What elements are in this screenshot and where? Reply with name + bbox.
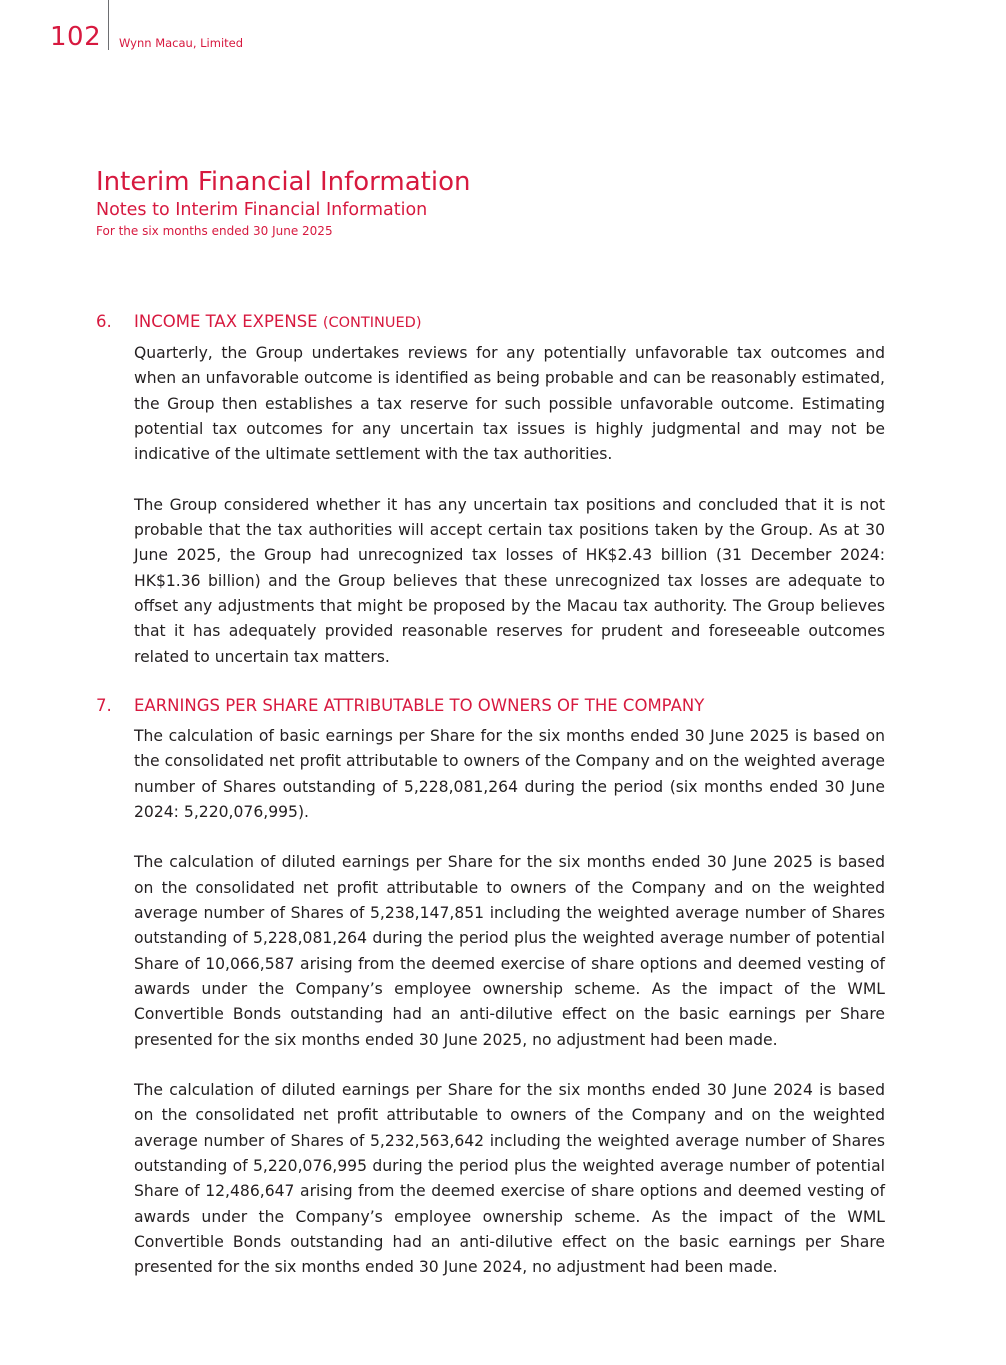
- section-title: [134, 311, 421, 334]
- paragraph: The calculation of diluted earnings per Share for the six months ended 30 June 2025 is based on the consolidated net profit attributable to owners of the Company and on the weighted average number of Shares of 5,238,147,851 including the weighted average number of Shares outstanding of 5,228,081,264 during the period plus the weighted average number of potential Share of 10,066,587 arising from the deemed exercise of share options and deemed vesting of awards under the Company’s employee ownership scheme. As the impact of the WML Convertible Bonds outstanding had an anti-dilutive effect on the basic earnings per Share presented for the six months ended 30 June 2025, no adjustment had been made.: [134, 853, 885, 1049]
- page-title: Interim Financial Information: [96, 167, 471, 197]
- page-number: 102: [50, 22, 102, 52]
- section-title-text: INCOME TAX EXPENSE: [134, 312, 318, 331]
- paragraph: The calculation of basic earnings per Share for the six months ended 30 June 2025 is based on the consolidated net profit attributable to owners of the Company and on the weighted average number of Shares outstanding of 5,228,081,264 during the period (six months ended 30 June 2024: 5,220,076,995).: [134, 727, 885, 821]
- paragraph: The calculation of diluted earnings per Share for the six months ended 30 June 2024 is based on the consolidated net profit attributable to owners of the Company and on the weighted average number of Shares of 5,232,563,642 including the weighted average number of Shares outstanding of 5,220,076,995 during the period plus the weighted average number of potential Share of 12,486,647 arising from the deemed exercise of share options and deemed vesting of awards under the Company’s employee ownership scheme. As the impact of the WML Convertible Bonds outstanding had an anti-dilutive effect on the basic earnings per Share presented for the six months ended 30 June 2024, no adjustment had been made.: [134, 1081, 885, 1277]
- section-earnings-per-share: [96, 695, 886, 1306]
- paragraph: Quarterly, the Group undertakes reviews for any potentially unfavorable tax outcomes and when an unfavorable outcome is identified as being probable and can be reasonably estimated, the Group then establishes a tax reserve for such possible unfavorable outcome. Estimating potential tax outcomes for any uncertain tax issues is highly judgmental and may not be indicative of the ultimate settlement with the tax authorities.: [134, 344, 885, 464]
- title-block: [96, 166, 470, 240]
- page-subtitle: Notes to Interim Financial Information: [96, 200, 428, 220]
- section-number: 7.: [96, 696, 112, 715]
- section-title-text: EARNINGS PER SHARE ATTRIBUTABLE TO OWNERS OF THE COMPANY: [134, 696, 705, 715]
- section-income-tax-expense: [96, 311, 886, 695]
- company-name: Wynn Macau, Limited: [119, 36, 244, 50]
- paragraph: The Group considered whether it has any uncertain tax positions and concluded that it is not probable that the tax authorities will accept certain tax positions taken by the Group. As at 30 June 2025, the Group had unrecognized tax losses of HK$2.43 billion (31 December 2024: HK$1.36 billion) and the Group believes that these unrecognized tax losses are adequate to offset any adjustments that might be proposed by the Macau tax authority. The Group believes that it has adequately provided reasonable reserves for prudent and foreseeable outcomes related to uncertain tax matters.: [134, 495, 885, 666]
- reporting-period: For the six months ended 30 June 2025: [96, 224, 333, 238]
- section-number: 6.: [96, 312, 112, 331]
- section-heading: [96, 695, 886, 717]
- section-heading: [96, 311, 886, 334]
- continued-label: (CONTINUED): [322, 315, 422, 331]
- header-divider: [108, 0, 109, 50]
